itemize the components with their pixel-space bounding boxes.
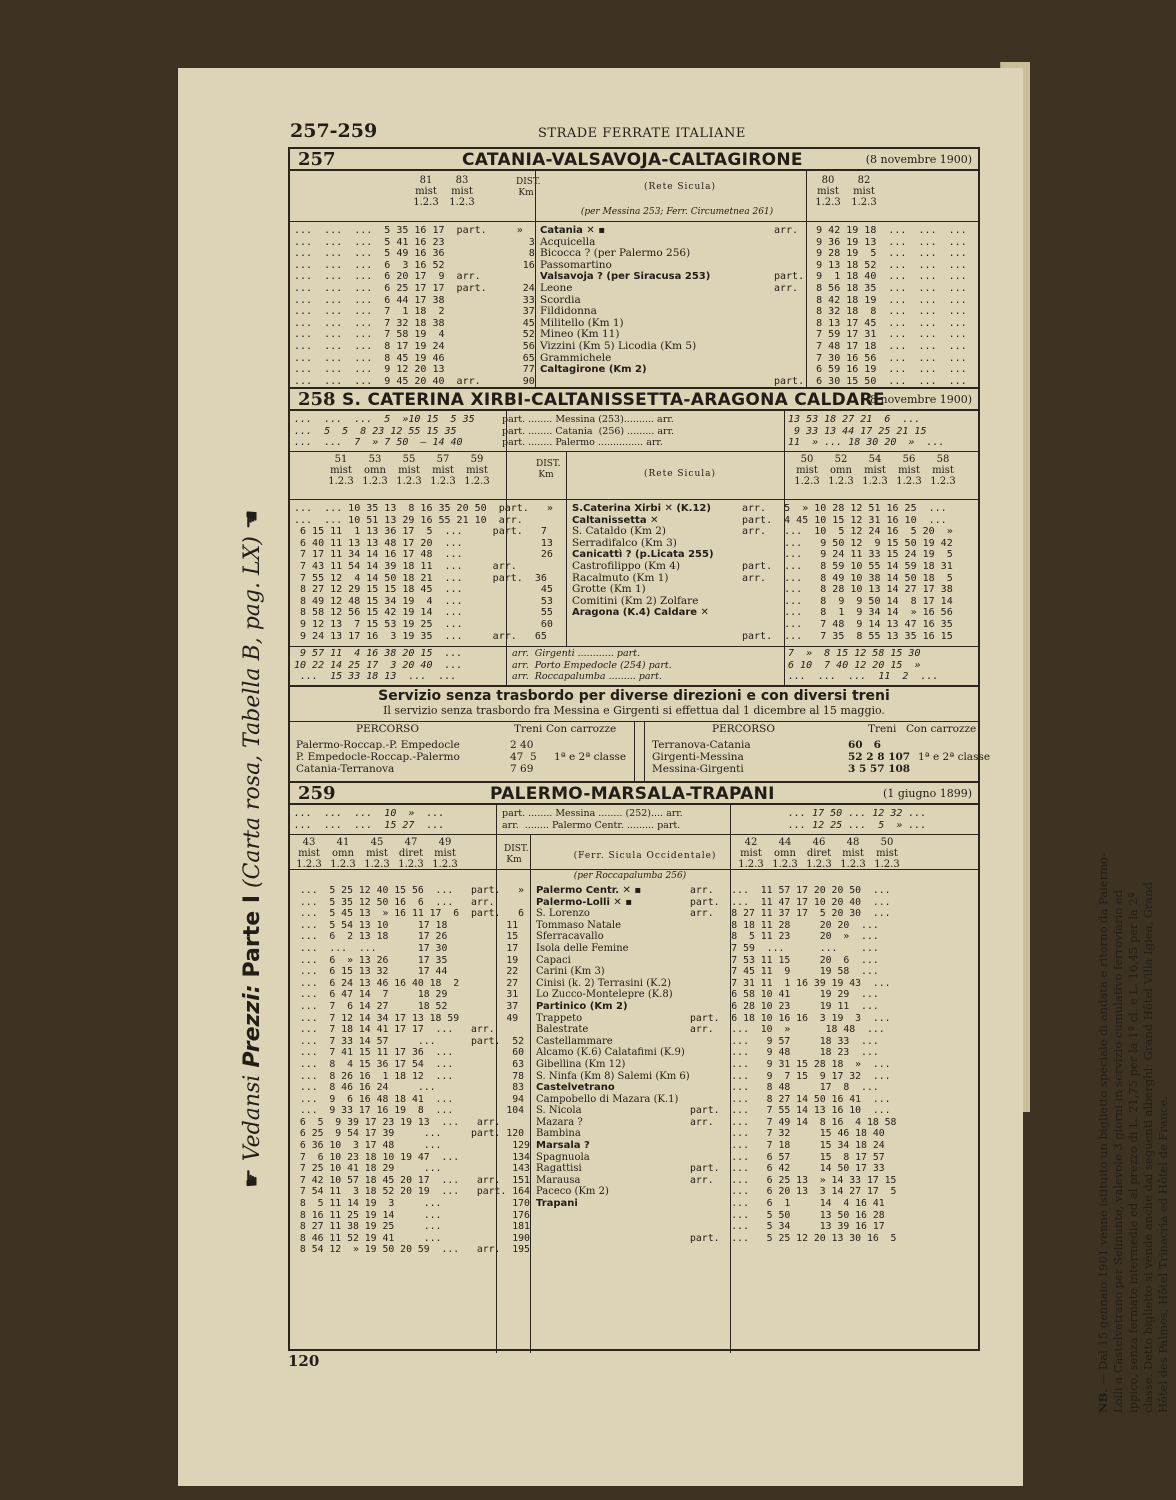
hand-icon: ☚ [240, 509, 265, 530]
section-number: 259 [298, 783, 336, 804]
train-column-head: 47 diret 1.2.3 [398, 837, 424, 870]
through-times-left: ... ... ... 5 »10 15 5 35 ... 5 5 8 23 12 55 15 35 ... ... 7 » 7 50 — 14 40 [294, 414, 475, 449]
dist-head: DIST. Km [516, 177, 541, 198]
train-column-head: 50 mist 1.2.3 [794, 454, 820, 487]
side-parte: Parte I [240, 894, 265, 978]
side-prefix: Vedansi [240, 1074, 265, 1162]
station-name: Bicocca ? (per Palermo 256) [540, 247, 691, 260]
station-name: Fildidonna [540, 305, 597, 318]
train-column-head: 50 mist 1.2.3 [874, 837, 900, 870]
train-column-head: 55 mist 1.2.3 [396, 454, 422, 487]
branch-times-right: 7 » 8 15 12 58 15 30 6 10 7 40 12 20 15 » ... ... ... 11 2 ... [788, 648, 939, 683]
station-name: Grammichele [540, 351, 612, 364]
section-title: CATANIA-VALSAVOJA-CALTAGIRONE [462, 150, 803, 170]
timetable-page [178, 68, 1170, 1486]
train-column-head: 46 diret 1.2.3 [806, 837, 832, 870]
station-name: S. Cataldo (Km 2) [572, 525, 667, 538]
times-left: ... ... ... 5 35 16 17 part. » ... ... ... 5 41 16 23 3 ... ... ... 5 49 16 36 8 ... ... ... 6 3 16 52 16 ... ... ... 6 20 17 9 arr. ... ... ... 6 25 17 17 part. 24 ... ... ... 6 44 17 38 33 ... ... ... 7 1 18 2 37 ... ... ... 7 32 18 38 45 ... ... ... 7 58 19 4 52 ... ... ... 8 17 19 24 56 ... ... ... 8 45 19 46 65 ... ... ... 9 12 20 13 77 ... ... ... 9 45 20 40 arr. 90 [294, 225, 535, 387]
station-name: Aragona (K.4) Caldare ✕ [572, 607, 709, 619]
train-column-head: 57 mist 1.2.3 [430, 454, 456, 487]
train-column-head: 52 omn 1.2.3 [828, 454, 854, 487]
times-left: ... ... 10 35 13 8 16 35 20 50 part. » ... ... 10 51 13 29 16 55 21 10 arr. 6 15 11 1 13 36 17 5 ... part. 7 6 40 11 13 13 48 17 20 ... 13 7 17 11 34 14 16 17 48 ... 26 7 43 11 54 14 39 18 11 ... arr. 7 55 12 4 14 50 18 21 ... part. 36 8 27 12 29 15 15 18 45 ... 45 8 49 12 48 15 34 19 4 ... 53 8 58 12 56 15 42 19 14 ... 55 9 12 13 7 15 53 19 25 ... 60 9 24 13 17 16 3 19 35 ... arr. 65 [294, 503, 553, 642]
train-column-head: 59 mist 1.2.3 [464, 454, 490, 487]
station-name: Mazara ? [536, 1116, 583, 1128]
station-name: Acquicella [540, 235, 596, 248]
section-259-header [290, 783, 978, 805]
train-column-head: 53 omn 1.2.3 [362, 454, 388, 487]
train-column-head: 54 mist 1.2.3 [862, 454, 888, 487]
station-name: S.Caterina Xirbi ✕ (K.12) [572, 503, 711, 514]
train-column-head: 83 mist 1.2.3 [449, 175, 475, 208]
times-right: arr. 5 » 10 28 12 51 16 25 ... part. 4 45 10 15 12 31 16 10 ... arr. ... 10 5 12 24 16 5 20 » ... 9 50 12 9 15 50 19 42 ... 9 24 11 33 15 24 19 5 part. ... 8 59 10 55 14 59 18 31 arr. ... 8 49 10 38 14 50 18 5 ... 8 28 10 13 14 27 17 38 ... 8 9 9 50 14 8 17 14 ... 8 1 9 34 14 » 16 56 ... 7 48 9 14 13 47 16 35 part. ... 7 35 8 55 13 35 16 15 [742, 503, 953, 642]
station-name: S. Nicola [536, 1105, 582, 1117]
station-name: Comitini (Km 2) Zolfare [572, 594, 699, 607]
station-name: Balestrate [536, 1024, 589, 1036]
dist-head: DIST. Km [536, 459, 561, 480]
branch-times-left: 9 57 11 4 16 38 20 15 ... 10 22 14 25 17 3 20 40 ... ... 15 33 18 13 ... ... [294, 648, 463, 683]
connection-note: (per Messina 253; Ferr. Circumetnea 261) [580, 207, 774, 217]
train-column-head: 58 mist 1.2.3 [930, 454, 956, 487]
section-258-header [290, 389, 978, 411]
company-label: (Ferr. Sicula Occidentale) [573, 851, 717, 861]
timetable-frame: 257 CATANIA-VALSAVOJA-CALTAGIRONE (8 novembre 1900) 81 mist 1.2.3 83 mist 1.2.3 DIST. Km (Rete Sicula) (per Messina 253; Ferr. Circumetnea 261) 80 mist 1.2.3 82 mist 1.2.3 ... ... ... 5 35 16 17 part. » ... ... ... 5 41 16 23 3 ... ... ... 5 49 16 36 8 ... ... ... 6 3 16 52 16 ... ... ... 6 20 17 9 arr. ... ... ... 6 25 17 17 part. 24 ... ... ... 6 44 17 38 33 ... ... ... 7 1 18 2 37 ... ... ... 7 32 18 38 45 ... ... ... 7 58 19 4 52 ... ... ... 8 17 19 24 56 ... ... ... 8 45 19 46 65 ... ... ... 9 12 20 13 77 ... ... ... 9 45 20 40 arr. 90 Catania ✕ ▪ Acquicella Bicocca ? (per Palermo 256) Passomartino Valsavoja ? (per Siracusa 253) Leone Scordia Fildidonna Militello (Km 1) Mineo (Km 11) Vizzini (Km 5) Licodia (Km 5) Grammichele Caltagirone (Km 2) arr. 9 42 19 18 ... ... ... 9 36 19 13 ... ... ... 9 28 19 5 ... ... ... 9 13 18 52 ... ... ... part. 9 1 18 40 ... ... ... arr. 8 56 18 35 ... ... ... 8 42 18 19 ... ... ... 8 32 18 8 ... ... ... 8 13 17 45 ... ... ... 7 59 17 31 ... ... ... 7 48 17 18 ... ... ... 7 30 16 56 ... ... ... 6 59 16 19 ... ... ... part. 6 30 15 50 ... ... ... 258 S. CATERINA XIRBI-CALTANISSETTA-ARAGONA CALDARE (8 novembre 1900) ... ... ... 5 »10 15 5 35 ... 5 5 8 23 12 55 15 35 ... ... 7 » 7 50 — 14 40 part. ........ Messina (253).......... arr. part. ........ Catania (256) ......... arr. part. ........ Palermo ............... arr. 13 53 18 27 21 6 ... 9 33 13 44 17 25 21 15 11 » ... 18 30 20 » ... 51 mist 1.2.3 53 omn 1.2.3 55 mist 1.2.3 57 mist 1.2.3 59 mist 1.2.3 DIST. Km (Rete Sicula) 50 mist 1.2.3 52 omn 1.2.3 54 mist 1.2.3 56 mist 1.2.3 58 mist 1.2.3 ... ... 10 35 13 8 16 35 20 50 part. » ... ... 10 51 13 29 16 55 21 10 arr. 6 15 11 1 13 36 17 5 ... part. 7 6 40 11 13 13 48 17 20 ... 13 7 17 11 34 14 16 17 48 ... 26 7 43 11 54 14 39 18 11 ... arr. 7 55 12 4 14 50 18 21 ... part. 36 8 27 12 29 15 15 18 45 ... 45 8 49 12 48 15 34 19 4 ... 53 8 58 12 56 15 42 19 14 ... 55 9 12 13 7 15 53 19 25 ... 60 9 24 13 17 16 3 19 35 ... arr. 65 S.Caterina Xirbi ✕ (K.12) Caltanissetta ✕ S. Cataldo (Km 2) Serradifalco (Km 3) Canicattì ? (p.Licata 255) Castrofilippo (Km 4) Racalmuto (Km 1) Grotte (Km 1) Comitini (Km 2) Zolfare Aragona (K.4) Caldare ✕ arr. 5 » 10 28 12 51 16 25 ... part. 4 45 10 15 12 31 16 10 ... arr. ... 10 5 12 24 16 5 20 » ... 9 50 12 9 15 50 19 42 ... 9 24 11 33 15 24 19 5 part. ... 8 59 10 55 14 59 18 31 arr. ... 8 49 10 38 14 50 18 5 ... 8 28 10 13 14 27 17 38 ... 8 9 9 50 14 8 17 14 ... 8 1 9 34 14 » 16 56 ... 7 48 9 14 13 47 16 35 part. ... 7 35 8 55 13 35 16 15 9 57 11 4 16 38 20 15 ... 10 22 14 25 17 3 20 40 ... ... 15 33 18 13 ... ... arr. Girgenti ............ part. arr. Porto Empedocle (254) part. arr. Roccapalumba ......... part. 7 » 8 15 12 58 15 30 6 10 7 40 12 20 15 » ... ... ... 11 2 ... Servizio senza trasbordo per diverse direzioni e con diversi treni Il servizio senza trasbordo fra Messina e Girgenti si effettua dal 1 dicembre al 15 maggio. PERCORSO Treni Con carrozze Palermo-Roccap.-P. Empedocle P. Empedocle-Roccap.-Palermo Catania-Terranova 2 40 47 5 7 69 1ª e 2ª classe PERCORSO Treni Con carrozze Terranova-Catania Girgenti-Messina Messina-Girgenti 60 6 52 2 8 107 3 5 57 108 1ª e 2ª classe 259 PALERMO-MARSALA-TRAPANI (1 giugno 1899) ... ... ... 10 » ... ... ... ... 15 27 ... part. ........ Messina ........ (252).... arr. arr. ........ Palermo Centr. ......... part. ... 17 50 ... 12 32 ... ... 12 25 ... 5 » ... 43 mist 1.2.3 41 omn 1.2.3 45 mist 1.2.3 47 diret 1.2.3 49 mist 1.2.3 DIST. Km (Ferr. Sicula Occidentale) (per Roccapalumba 256) 42 mist 1.2.3 44 omn 1.2.3 46 diret 1.2.3 48 mist 1.2.3 50 mist 1.2.3 ... 5 25 12 40 15 56 ... part. » ... 5 35 12 50 16 6 ... arr. ... 5 45 13 » 16 11 17 6 part. 6 ... 5 54 13 10 17 18 11 ... 6 2 13 18 17 26 15 ... ... ... 17 30 17 ... 6 » 13 26 17 35 19 ... 6 15 13 32 17 44 22 ... 6 24 13 46 16 40 18 2 27 ... 6 47 14 7 18 29 31 ... 7 6 14 27 18 52 37 ... 7 12 14 34 17 13 18 59 49 ... 7 18 14 41 17 17 ... arr. ... 7 33 14 57 ... part. 52 ... 7 41 15 11 17 36 ... 60 ... 8 4 15 36 17 54 ... 63 ... 8 26 16 1 18 12 ... 78 ... 8 46 16 24 ... 83 ... 9 6 16 48 18 41 ... 94 ... 9 33 17 16 19 8 ... 104 6 5 9 39 17 23 19 13 ... arr. 6 25 9 54 17 39 ... part. 120 6 36 10 3 17 48 ... 129 7 6 10 23 18 10 19 47 ... 134 7 25 10 41 18 29 ... 143 7 42 10 57 18 45 20 17 ... arr. 151 7 54 11 3 18 52 20 19 ... part. 164 8 5 11 14 19 3 ... 170 8 16 11 25 19 14 ... 176 8 27 11 38 19 25 ... 181 8 46 11 52 19 41 ... 190 8 54 12 » 19 50 20 59 ... arr. 195 Palermo Centr. ✕ ▪ Palermo-Lolli ✕ ▪ S. Lorenzo Tommaso Natale Sferracavallo Isola delle Femine Capaci Carini (Km 3) Cinisi (k. 2) Terrasini (K.2) Lo Zucco-Montelepre (K.8) Partinico (Km 2) Trappeto Balestrate Castellammare Alcamo (K.6) Calatafimi (K.9) Gibellina (Km 12) S. Ninfa (Km 8) Salemi (Km 6) Castelvetrano Campobello di Mazara (K.1) S. Nicola Mazara ? Bambina Marsala ? Spagnuola Ragattisi Marausa Paceco (Km 2) Trapani arr. ... 11 57 17 20 20 50 ... part. ... 11 47 17 10 20 40 ... arr. 8 27 11 37 17 5 20 30 ... 8 18 11 28 20 20 ... 8 5 11 23 20 » ... 7 59 ... ... ... 7 53 11 15 20 6 ... 7 45 11 9 19 58 ... 7 31 11 1 16 39 19 43 ... 6 58 10 41 19 29 ... 6 28 10 23 19 11 ... part. 6 18 10 16 16 3 19 3 ... arr. ... 10 » 18 48 ... ... 9 57 18 33 ... ... 9 48 18 23 ... ... 9 31 15 28 18 » ... ... 9 7 15 9 17 32 ... ... 8 48 17 8 ... ... 8 27 14 50 16 41 ... part. ... 7 55 14 13 16 10 ... arr. ... 7 49 14 8 16 4 18 58 ... 7 32 15 46 18 40 ... 7 18 15 34 18 24 ... 6 57 15 8 17 57 part. ... 6 42 14 50 17 33 arr. ... 6 25 13 » 14 33 17 15 ... 6 20 13 3 14 27 17 5 ... 6 1 14 4 16 41 ... 5 50 13 50 16 28 ... 5 34 13 39 16 17 part. ... 5 25 12 20 13 30 16 5 [288, 147, 980, 1351]
station-name: Scordia [540, 293, 581, 306]
company-label: (Rete Sicula) [643, 469, 717, 479]
station-list [572, 503, 714, 619]
station-name: Caltagirone (Km 2) [540, 364, 647, 376]
through-times-right: ... 17 50 ... 12 32 ... ... 12 25 ... 5 » ... [788, 808, 927, 831]
station-name: Mineo (Km 11) [540, 328, 620, 341]
through-stations: part. ........ Messina ........ (252).... arr. arr. ........ Palermo Centr. ......... part. [502, 808, 683, 831]
section-date: (8 novembre 1900) [865, 153, 972, 166]
station-name: Serradifalco (Km 3) [572, 536, 677, 549]
side-brand: Prezzi: [240, 984, 265, 1068]
station-name: Marausa [536, 1174, 581, 1186]
station-name: Alcamo (K.6) Calatafimi (K.9) [536, 1047, 685, 1059]
station-name: Palermo-Lolli ✕ ▪ [536, 896, 633, 908]
station-name: Militello (Km 1) [540, 316, 624, 329]
train-column-head: 42 mist 1.2.3 [738, 837, 764, 870]
station-name: Partinico (Km 2) [536, 1000, 628, 1012]
station-name: Spagnuola [536, 1151, 590, 1163]
times-left: ... 5 25 12 40 15 56 ... part. » ... 5 35 12 50 16 6 ... arr. ... 5 45 13 » 16 11 17 6 part. 6 ... 5 54 13 10 17 18 11 ... 6 2 13 18 17 26 15 ... ... ... 17 30 17 ... 6 » 13 26 17 35 19 ... 6 15 13 32 17 44 22 ... 6 24 13 46 16 40 18 2 27 ... 6 47 14 7 18 29 31 ... 7 6 14 27 18 52 37 ... 7 12 14 34 17 13 18 59 49 ... 7 18 14 41 17 17 ... arr. ... 7 33 14 57 ... part. 52 ... 7 41 15 11 17 36 ... 60 ... 8 4 15 36 17 54 ... 63 ... 8 26 16 1 18 12 ... 78 ... 8 46 16 24 ... 83 ... 9 6 16 48 18 41 ... 94 ... 9 33 17 16 19 8 ... 104 6 5 9 39 17 23 19 13 ... arr. 6 25 9 54 17 39 ... part. 120 6 36 10 3 17 48 ... 129 7 6 10 23 18 10 19 47 ... 134 7 25 10 41 18 29 ... 143 7 42 10 57 18 45 20 17 ... arr. 151 7 54 11 3 18 52 20 19 ... part. 164 8 5 11 14 19 3 ... 170 8 16 11 25 19 14 ... 176 8 27 11 38 19 25 ... 181 8 46 11 52 19 41 ... 190 8 54 12 » 19 50 20 59 ... arr. 195 [299, 885, 530, 1256]
connection-note: (per Roccapalumba 256) [573, 871, 687, 881]
station-list [540, 225, 710, 376]
train-column-head: 56 mist 1.2.3 [896, 454, 922, 487]
train-column-head: 48 mist 1.2.3 [840, 837, 866, 870]
station-name: Ragattisi [536, 1163, 582, 1175]
station-name: Castelvetrano [536, 1082, 615, 1094]
station-name: Passomartino [540, 258, 612, 271]
section-title: PALERMO-MARSALA-TRAPANI [490, 784, 775, 804]
through-service-title: Servizio senza trasbordo per diverse direzioni e con diversi treni [378, 688, 890, 704]
nb-footnote [1096, 853, 1176, 1413]
side-rest: (Carta rosa, Tabella B, pag. LX) [240, 536, 265, 888]
company-label: (Rete Sicula) [643, 182, 717, 192]
train-column-head: 82 mist 1.2.3 [851, 175, 877, 208]
station-name: Carini (Km 3) [536, 966, 605, 978]
times-right: arr. 9 42 19 18 ... ... ... 9 36 19 13 ... ... ... 9 28 19 5 ... ... ... 9 13 18 52 ... ... ... part. 9 1 18 40 ... ... ... arr. 8 56 18 35 ... ... ... 8 42 18 19 ... ... ... 8 32 18 8 ... ... ... 8 13 17 45 ... ... ... 7 59 17 31 ... ... ... 7 48 17 18 ... ... ... 7 30 16 56 ... ... ... 6 59 16 19 ... ... ... part. 6 30 15 50 ... ... ... [774, 225, 967, 387]
train-column-head: 44 omn 1.2.3 [772, 837, 798, 870]
station-name: Castrofilippo (Km 4) [572, 559, 681, 572]
station-list [536, 885, 690, 1210]
through-service-box [290, 688, 978, 717]
station-name: Capaci [536, 954, 571, 966]
station-name: Isola delle Femine [536, 942, 629, 954]
station-name: Bambina [536, 1128, 581, 1140]
branch-stations: arr. Girgenti ............ part. arr. Porto Empedocle (254) part. arr. Roccapalumba ......... part. [512, 648, 672, 683]
station-name: Paceco (Km 2) [536, 1186, 609, 1198]
running-title: STRADE FERRATE ITALIANE [538, 126, 746, 141]
station-name: Valsavoja ? (per Siracusa 253) [540, 271, 711, 283]
section-title: S. CATERINA XIRBI-CALTANISSETTA-ARAGONA CALDARE [342, 390, 885, 410]
nb-label: NB. [1096, 1388, 1110, 1413]
station-name: Trappeto [536, 1012, 583, 1024]
station-name: Vizzini (Km 5) Licodia (Km 5) [540, 339, 697, 352]
station-name: Marsala ? [536, 1140, 590, 1152]
section-number: 258 [298, 389, 336, 410]
station-name: Lo Zucco-Montelepre (K.8) [536, 989, 673, 1001]
station-name: Trapani [536, 1198, 578, 1210]
section-number: 257 [298, 149, 336, 170]
train-column-head: 51 mist 1.2.3 [328, 454, 354, 487]
train-column-head: 49 mist 1.2.3 [432, 837, 458, 870]
section-date: (8 novembre 1900) [865, 393, 972, 406]
page-number: 120 [288, 1352, 320, 1370]
station-name: Grotte (Km 1) [572, 583, 646, 596]
side-reference [240, 388, 280, 1188]
dist-head: DIST. Km [504, 844, 529, 865]
train-column-head: 45 mist 1.2.3 [364, 837, 390, 870]
through-times-right: 13 53 18 27 21 6 ... 9 33 13 44 17 25 21 15 11 » ... 18 30 20 » ... [788, 414, 945, 449]
station-name: Catania ✕ ▪ [540, 225, 606, 236]
nb-text: — Dal 15 gennaio 1901 venne istituito un biglietto speciale di andata e ritorno da Palermo-Lolli a Castelvetrano per Selinunte, valevole 3 giorni in servizio cumulativo ferroviario ed ippico, senza fermate intermedie ed al prezzo di L. 21,75 per la 1ª cl. e L. 16,45 per la 2ª classe. Detto biglietto si vende anche dai seguenti alberghi: Grand Hôtel Villa Igiea, Grand Hôtel des Palmes, Hôtel Trinacria ed Hôtel de France. [1096, 853, 1170, 1413]
hand-icon: ☛ [240, 1168, 265, 1188]
station-name: Leone [540, 281, 573, 294]
station-name: Campobello di Mazara (K.1) [536, 1093, 679, 1105]
train-column-head: 80 mist 1.2.3 [815, 175, 841, 208]
station-name: S. Lorenzo [536, 908, 590, 920]
station-name: Tommaso Natale [536, 919, 621, 931]
station-name: Castellammare [536, 1035, 613, 1047]
through-times-left: ... ... ... 10 » ... ... ... ... 15 27 ... [294, 808, 445, 831]
page-range: 257-259 [290, 120, 378, 142]
train-column-head: 43 mist 1.2.3 [296, 837, 322, 870]
station-name: Caltanissetta ✕ [572, 514, 659, 526]
through-service-subtitle: Il servizio senza trasbordo fra Messina e Girgenti si effettua dal 1 dicembre al 15 maggio. [383, 704, 885, 717]
times-right: arr. ... 11 57 17 20 20 50 ... part. ... 11 47 17 10 20 40 ... arr. 8 27 11 37 17 5 20 30 ... 8 18 11 28 20 20 ... 8 5 11 23 20 » ... 7 59 ... ... ... 7 53 11 15 20 6 ... 7 45 11 9 19 58 ... 7 31 11 1 16 39 19 43 ... 6 58 10 41 19 29 ... 6 28 10 23 19 11 ... part. 6 18 10 16 16 3 19 3 ... arr. ... 10 » 18 48 ... ... 9 57 18 33 ... ... 9 48 18 23 ... ... 9 31 15 28 18 » ... ... 9 7 15 9 17 32 ... ... 8 48 17 8 ... ... 8 27 14 50 16 41 ... part. ... 7 55 14 13 16 10 ... arr. ... 7 49 14 8 16 4 18 58 ... 7 32 15 46 18 40 ... 7 18 15 34 18 24 ... 6 57 15 8 17 57 part. ... 6 42 14 50 17 33 arr. ... 6 25 13 » 14 33 17 15 ... 6 20 13 3 14 27 17 5 ... 6 1 14 4 16 41 ... 5 50 13 50 16 28 ... 5 34 13 39 16 17 part. ... 5 25 12 20 13 30 16 5 [690, 885, 897, 1244]
station-name: Palermo Centr. ✕ ▪ [536, 885, 642, 896]
station-name: S. Ninfa (Km 8) Salemi (Km 6) [536, 1070, 690, 1082]
train-column-head: 81 mist 1.2.3 [413, 175, 439, 208]
section-257-header [290, 149, 978, 171]
station-name: Cinisi (k. 2) Terrasini (K.2) [536, 977, 672, 989]
station-name: Sferracavallo [536, 931, 604, 943]
through-stations: part. ........ Messina (253).......... arr. part. ........ Catania (256) ......... arr. part. ........ Palermo ............... arr. [502, 414, 675, 449]
station-name: Racalmuto (Km 1) [572, 571, 669, 584]
train-column-head: 41 omn 1.2.3 [330, 837, 356, 870]
station-name: Canicattì ? (p.Licata 255) [572, 549, 714, 561]
section-date: (1 giugno 1899) [883, 787, 972, 800]
station-name: Gibellina (Km 12) [536, 1058, 626, 1070]
